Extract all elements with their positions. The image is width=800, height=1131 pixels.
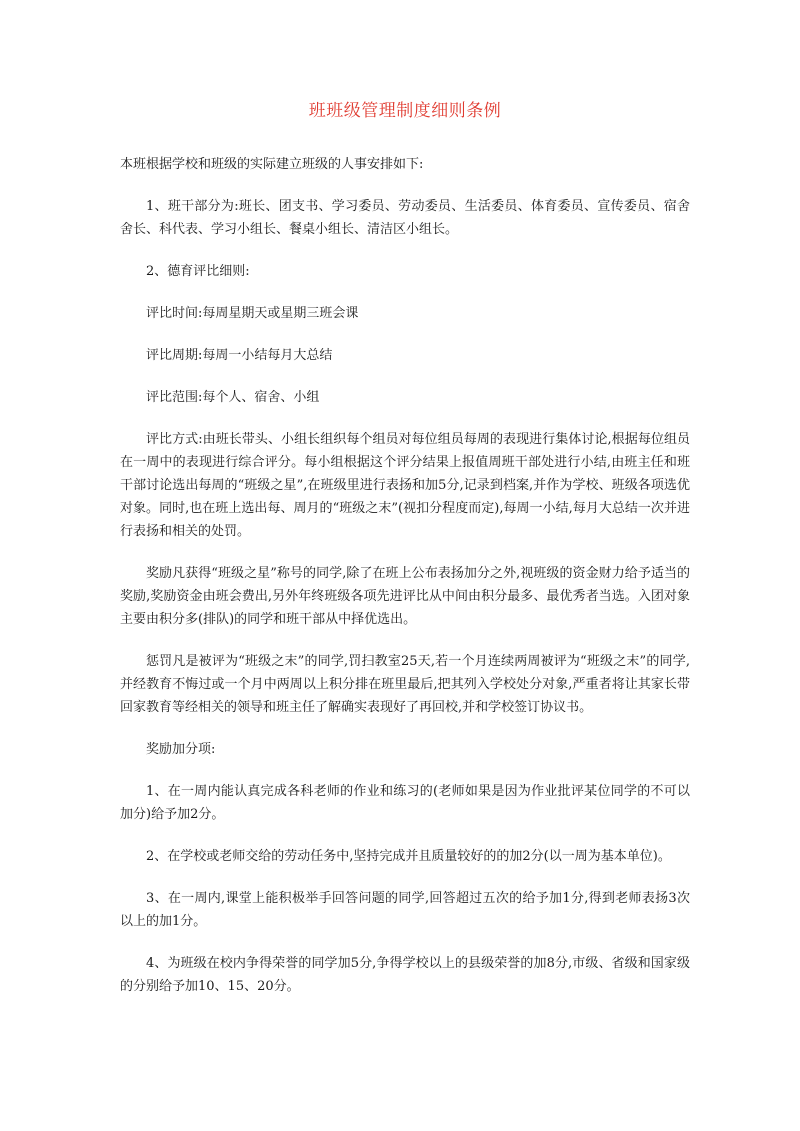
paragraph: 评比周期:每周一小结每月大总结 — [146, 348, 333, 363]
paragraph: 奖励凡获得“班级之星”称号的同学,除了在班上公布表扬加分之外,视班级的资金财力给予适当的奖励,奖励资金由班会费出,另外年终班级各项先进评比从中间由积分最多、最优秀者当选。入团对象主要由积分多(排队)的同学和班干部从中择优选出。 — [120, 566, 690, 627]
paragraph: 评比时间:每周星期天或星期三班会课 — [146, 306, 359, 321]
paragraph: 惩罚凡是被评为“班级之末”的同学,罚扫教室25天,若一个月连续两周被评为“班级之末”的同学,并经教育不悔过或一个月中两周以上积分排在班里最后,把其列入学校处分对象,严重者将让其家长带回家教育等经相关的领导和班主任了解确实表现好了再回校,并和学校签订协议书。 — [120, 654, 690, 715]
paragraph: 3、在一周内,课堂上能积极举手回答问题的同学,回答超过五次的给予加1分,得到老师表扬3次以上的加1分。 — [120, 891, 690, 929]
paragraph: 评比范围:每个人、宿舍、小组 — [146, 390, 320, 405]
paragraph: 2、德育评比细则: — [146, 264, 250, 279]
document-page — [120, 96, 690, 1017]
paragraph: 1、班干部分为:班长、团支书、学习委员、劳动委员、生活委员、体育委员、宣传委员、宿舍舍长、科代表、学习小组长、餐桌小组长、清洁区小组长。 — [120, 199, 690, 237]
document-body — [120, 153, 690, 998]
paragraph: 4、为班级在校内争得荣誉的同学加5分,争得学校以上的县级荣誉的加8分,市级、省级和国家级的分别给予加10、15、20分。 — [120, 956, 690, 994]
paragraph: 1、在一周内能认真完成各科老师的作业和练习的(老师如果是因为作业批评某位同学的不可以加分)给予加2分。 — [120, 784, 690, 822]
paragraph: 本班根据学校和班级的实际建立班级的人事安排如下: — [120, 157, 424, 172]
document-title: 班班级管理制度细则条例 — [308, 101, 502, 121]
paragraph: 2、在学校或老师交给的劳动任务中,坚持完成并且质量较好的的加2分(以一周为基本单位)。 — [146, 849, 671, 864]
paragraph: 评比方式:由班长带头、小组长组织每个组员对每位组员每周的表现进行集体讨论,根据每位组员在一周中的表现进行综合评分。每小组根据这个评分结果上报值周班干部处进行小结,由班主任和班干部讨论选出每周的“班级之星”,在班级里进行表扬和加5分,记录到档案,并作为学校、班级各项选优对象。同时,也在班上选出每、周月的“班级之末”(视扣分程度而定),每周一小结,每月大总结一次并进行表扬和相关的处罚。 — [120, 432, 690, 539]
paragraph: 奖励加分项: — [146, 742, 216, 757]
